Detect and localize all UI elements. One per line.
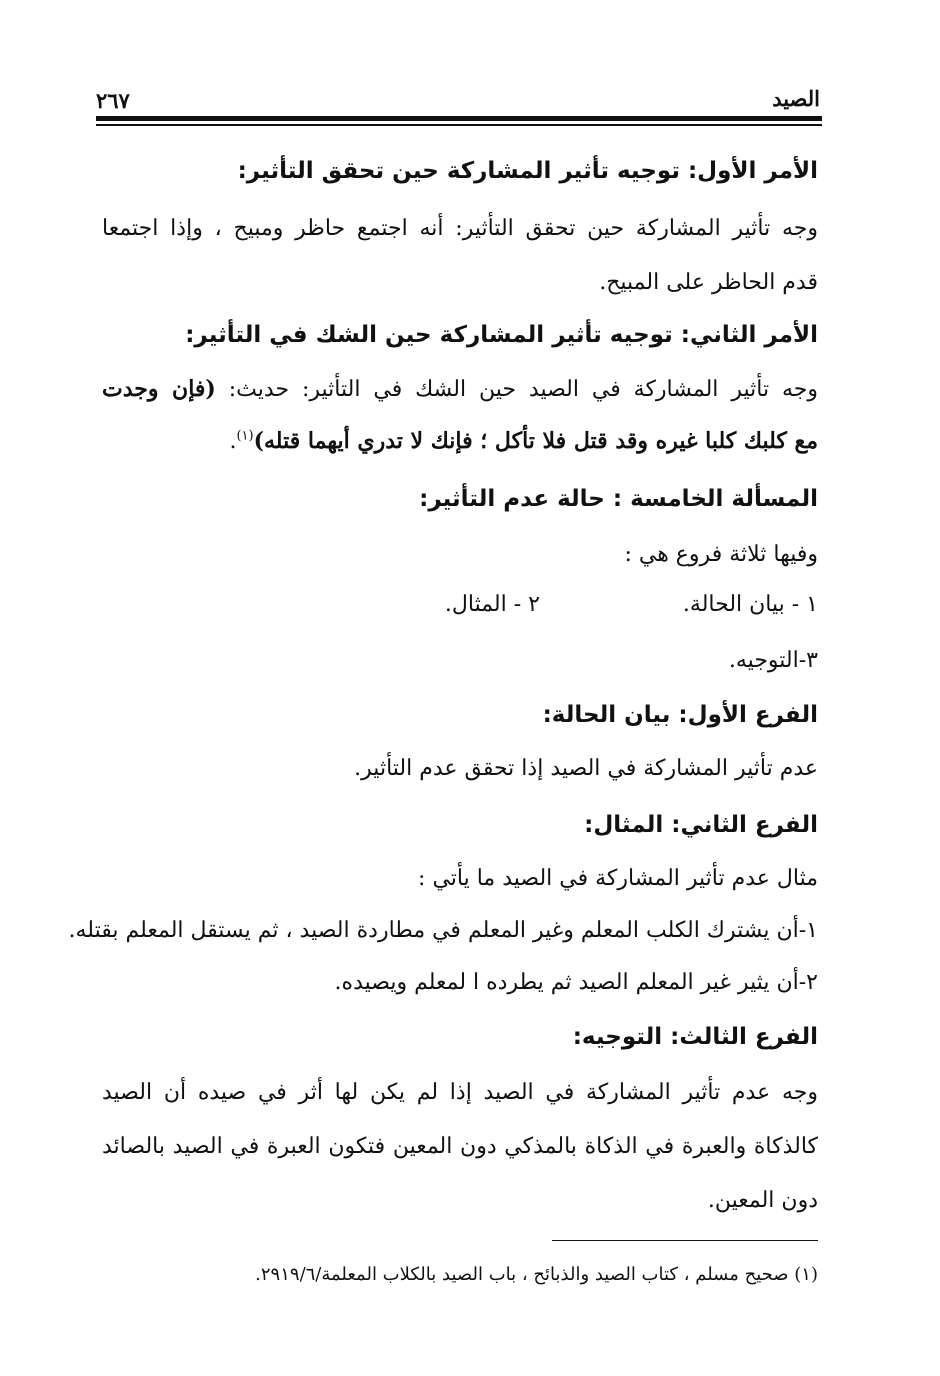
paragraph-line: كالذكاة والعبرة في الذكاة بالمذكي دون المعين فتكون العبرة في الصيد بالصائد [102,1134,818,1159]
hadith-text: مع كلبك كلبا غيره وقد قتل فلا تأكل ؛ فإنك لا تدري أيهما قتله) [253,428,818,454]
paragraph-line: وجه عدم تأثير المشاركة في الصيد إذا لم يكن لها أثر في صيده أن الصيد [102,1080,818,1105]
heading-first-matter: الأمر الأول: توجيه تأثير المشاركة حين تحقق التأثير: [237,158,818,184]
header-rule-thin [96,124,822,126]
paragraph-text: وجه تأثير المشاركة في الصيد حين الشك في التأثير: حديث: [215,377,818,402]
running-header-title: الصيد [772,86,820,111]
list-item: ٢ - المثال. [444,592,540,617]
heading-second-matter: الأمر الثاني: توجيه تأثير المشاركة حين الشك في التأثير: [185,322,818,348]
hadith-text: (فإن وجدت [102,376,216,402]
heading-branch-two: الفرع الثاني: المثال: [584,812,818,838]
footnote-reference[interactable]: (١) [236,428,254,444]
example-item: ٢-أن يثير غير المعلم الصيد ثم يطرده ا لمعلم ويصيده. [334,970,818,995]
header-rule-thick [96,116,822,121]
paragraph-line: قدم الحاظر على المبيح. [599,270,818,295]
list-item: ٣-التوجيه. [728,648,818,673]
paragraph-line: دون المعين. [707,1188,818,1213]
paragraph-line: وفيها ثلاثة فروع هي : [624,542,818,567]
heading-branch-three: الفرع الثالث: التوجيه: [572,1024,818,1050]
paragraph-line [102,376,818,402]
paragraph-line: وجه تأثير المشاركة حين تحقق التأثير: أنه اجتمع حاظر ومبيح ، وإذا اجتمعا [102,216,818,241]
example-item: ١-أن يشترك الكلب المعلم وغير المعلم في مطاردة الصيد ، ثم يستقل المعلم بقتله. [68,918,818,943]
paragraph-text: . [229,429,237,454]
paragraph-line [229,428,818,454]
heading-fifth-issue: المسألة الخامسة : حالة عدم التأثير: [419,486,818,512]
footnote-separator [552,1240,818,1241]
page-number: ٢٦٧ [96,88,130,113]
heading-branch-one: الفرع الأول: بيان الحالة: [542,702,818,728]
list-item: ١ - بيان الحالة. [682,592,818,617]
paragraph-line: عدم تأثير المشاركة في الصيد إذا تحقق عدم التأثير. [354,756,818,781]
paragraph-line: مثال عدم تأثير المشاركة في الصيد ما يأتي : [418,866,818,891]
footnote: (١) صحيح مسلم ، كتاب الصيد والذبائح ، باب الصيد بالكلاب المعلمة/٢٩١٩/٦. [255,1264,818,1285]
